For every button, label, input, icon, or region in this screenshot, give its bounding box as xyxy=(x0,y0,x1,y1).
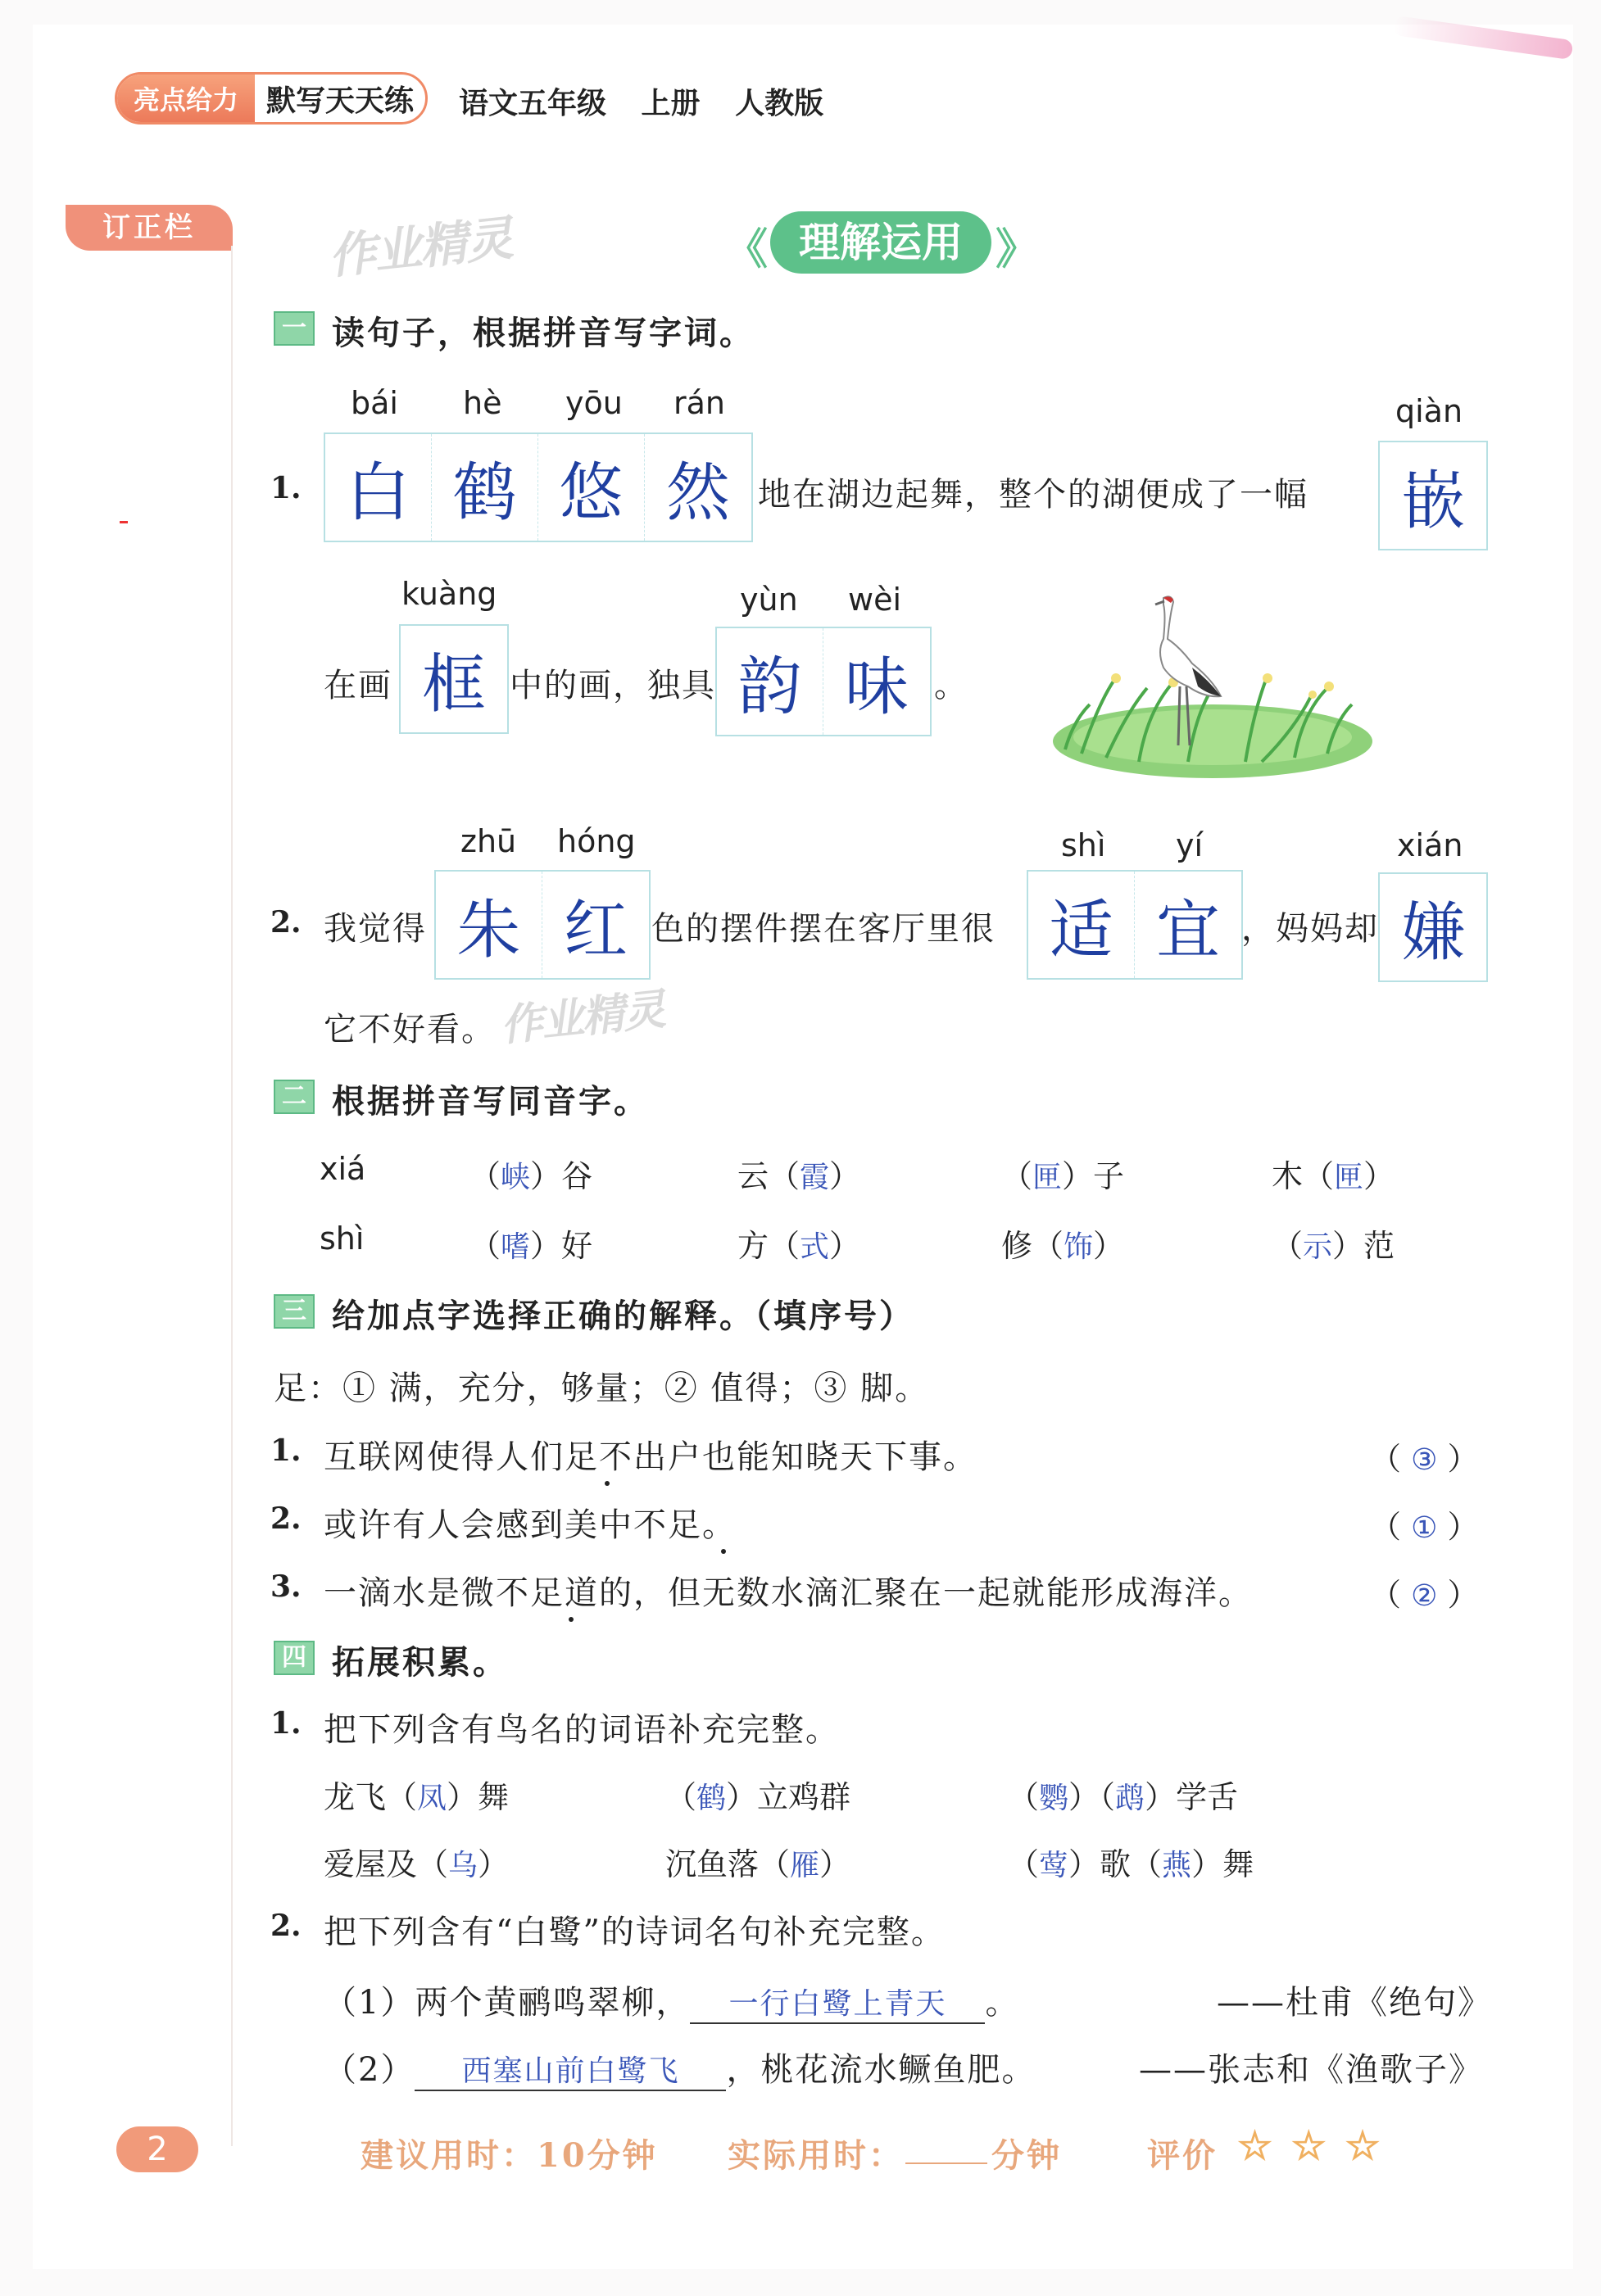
char-grid xyxy=(434,870,651,980)
poem-source: ——张志和《渔歌子》 xyxy=(1139,2051,1483,2089)
fill-item: 爱屋及（乌） xyxy=(324,1846,510,1882)
pinyin: qiàn xyxy=(1395,393,1463,429)
sentence-text: 。 xyxy=(934,667,968,704)
char-grid xyxy=(399,624,509,734)
char-grid xyxy=(1378,441,1488,550)
sentence-text: 中的画，独具 xyxy=(510,667,716,704)
page-number: 2 xyxy=(116,2126,198,2172)
sentence-text: 一滴水是微不足道的，但无数水滴汇聚在一起就能形成海洋。 xyxy=(324,1574,1253,1612)
item-number: 1. xyxy=(270,1706,302,1741)
question-badge: 二 xyxy=(274,1080,315,1114)
chevron-right-icon: 》 xyxy=(996,225,1039,274)
rating-label: 评价 xyxy=(1147,2136,1218,2175)
item-number: 1. xyxy=(270,471,302,505)
pinyin: yùn xyxy=(740,582,798,618)
answer-char: 然 xyxy=(665,456,730,530)
header-info: 语文五年级 上册 人教版 xyxy=(459,87,824,120)
pinyin: shì xyxy=(1061,827,1106,863)
suggested-time: 建议用时：10分钟 xyxy=(361,2136,658,2175)
star-icon[interactable]: ☆ xyxy=(1345,2123,1383,2169)
sentence-text: 地在湖边起舞，整个的湖便成了一幅 xyxy=(758,476,1308,514)
pinyin: shì xyxy=(320,1220,365,1257)
instruction-text: 把下列含有“白鹭”的诗词名句补充完整。 xyxy=(324,1913,946,1951)
item-number: 2. xyxy=(270,905,302,940)
char-grid xyxy=(1378,872,1488,982)
sentence-text: 互联网使得人们足不出户也能知晓天下事。 xyxy=(324,1438,977,1476)
item-number: 2. xyxy=(270,1501,302,1536)
emphasis-dot xyxy=(721,1549,726,1554)
emphasis-dot xyxy=(605,1481,610,1486)
answer-char: 嫌 xyxy=(1400,896,1465,970)
answer-char: 鹤 xyxy=(432,434,538,541)
answer-paren: （ ③ ） xyxy=(1370,1441,1479,1477)
question-title: 给加点字选择正确的解释。（填序号） xyxy=(332,1297,914,1335)
fill-item: （嗜）好 xyxy=(469,1228,593,1264)
pinyin: zhū xyxy=(460,823,517,859)
item-number: 2. xyxy=(270,1909,302,1943)
pinyin: yōu xyxy=(565,385,623,421)
correction-tab: 订正栏 xyxy=(66,205,233,251)
pinyin: hè xyxy=(463,385,502,421)
answer-paren: （ ② ） xyxy=(1370,1577,1479,1613)
sentence-text: ，妈妈却 xyxy=(1241,910,1379,948)
answer-char: 韵 xyxy=(717,628,823,735)
answer-char: 框 xyxy=(421,648,486,722)
crane-illustration xyxy=(1049,590,1376,786)
poem-line: （1）两个黄鹂鸣翠柳， 一行白鹭上青天 。 xyxy=(324,1977,1019,2024)
fill-item: （峡）谷 xyxy=(469,1158,593,1194)
red-mark xyxy=(120,521,128,523)
actual-time-label: 实际用时： xyxy=(728,2136,904,2175)
pinyin: wèi xyxy=(848,582,902,618)
pinyin: kuàng xyxy=(401,576,497,612)
fill-item: 云（霞） xyxy=(737,1158,861,1194)
answer-char: 宜 xyxy=(1155,894,1220,967)
star-icon[interactable]: ☆ xyxy=(1290,2123,1329,2169)
item-number: 3. xyxy=(270,1569,302,1604)
instruction-text: 把下列含有鸟名的词语补充完整。 xyxy=(324,1711,840,1749)
fill-item: 木（匣） xyxy=(1272,1158,1395,1194)
answer-blank: 一行白鹭上青天 xyxy=(690,1981,985,2024)
star-icon-group[interactable] xyxy=(1237,2123,1383,2169)
sentence-text: 我觉得 xyxy=(324,910,427,948)
answer-char: 适 xyxy=(1028,872,1135,978)
question-title: 拓展积累。 xyxy=(332,1644,508,1682)
answer-char: 白 xyxy=(325,434,432,541)
fill-item: （匣）子 xyxy=(1001,1158,1125,1194)
question-badge: 一 xyxy=(274,311,315,346)
pinyin: xián xyxy=(1397,827,1463,863)
fill-item: 龙飞（凤）舞 xyxy=(324,1779,510,1815)
brand-left: 亮点给力 xyxy=(117,75,255,122)
star-icon[interactable]: ☆ xyxy=(1237,2123,1276,2169)
poem-line: （2） 西塞山前白鹭飞 ，桃花流水鳜鱼肥。 xyxy=(324,2044,1036,2091)
sentence-text: 它不好看。 xyxy=(324,1011,496,1048)
margin-line xyxy=(231,246,233,2146)
sentence-text: 在画 xyxy=(324,667,392,704)
answer-char: 朱 xyxy=(436,872,542,978)
definition-text: 足：① 满，充分，够量；② 值得；③ 脚。 xyxy=(274,1370,930,1407)
item-number: 1. xyxy=(270,1433,302,1468)
answer-char: 红 xyxy=(563,894,628,967)
pinyin: hóng xyxy=(557,823,636,859)
answer-char: 悠 xyxy=(538,434,645,541)
question-title: 读句子，根据拼音写字词。 xyxy=(332,315,755,352)
watermark: 作业精灵 xyxy=(325,210,515,285)
brand-badge xyxy=(115,72,428,125)
fill-item: 方（式） xyxy=(737,1228,861,1264)
answer-char: 嵌 xyxy=(1400,464,1465,538)
pinyin: rán xyxy=(674,385,725,421)
actual-time-blank[interactable] xyxy=(905,2162,987,2164)
fill-item: （鹤）立鸡群 xyxy=(665,1779,851,1815)
fill-item: （鹦）（鹉）学舌 xyxy=(1008,1779,1239,1815)
sentence-text: 或许有人会感到美中不足。 xyxy=(324,1506,737,1544)
question-badge: 四 xyxy=(274,1641,315,1675)
answer-paren: （ ① ） xyxy=(1370,1509,1479,1545)
poem-source: ——杜甫《绝句》 xyxy=(1217,1984,1492,2022)
sentence-text: 色的摆件摆在客厅里很 xyxy=(651,910,996,948)
char-grid xyxy=(1027,870,1243,980)
pinyin: bái xyxy=(351,385,398,421)
pinyin: yí xyxy=(1176,827,1204,863)
char-grid xyxy=(324,432,753,542)
pinyin: xiá xyxy=(320,1151,366,1187)
char-grid xyxy=(715,627,932,736)
fill-item: 沉鱼落（雁） xyxy=(665,1846,851,1882)
brand-right: 默写天天练 xyxy=(265,84,414,118)
watermark: 作业精灵 xyxy=(497,985,667,1052)
emphasis-dot xyxy=(569,1617,574,1622)
fill-item: （示）范 xyxy=(1272,1228,1395,1264)
fill-item: 修（饰） xyxy=(1001,1228,1125,1264)
question-badge: 三 xyxy=(274,1294,315,1329)
minutes-unit: 分钟 xyxy=(991,2136,1062,2175)
answer-char: 味 xyxy=(844,650,909,724)
fill-item: （莺）歌（燕）舞 xyxy=(1008,1846,1254,1882)
section-title: 理解运用 xyxy=(770,211,991,274)
chevron-left-icon: 《 xyxy=(725,225,769,274)
question-title: 根据拼音写同音字。 xyxy=(332,1083,649,1121)
answer-blank: 西塞山前白鹭飞 xyxy=(415,2048,726,2091)
